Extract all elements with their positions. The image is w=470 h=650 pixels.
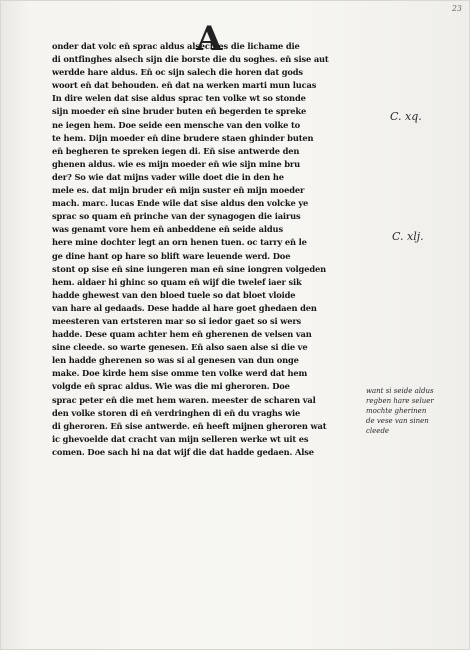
text-line: en̄ begheren te spreken iegen di. En̄ sise antwerde den — [52, 145, 300, 156]
text-line: volgde en̄ sprac aldus. Wie was die mi gheroren. Doe — [52, 381, 290, 392]
text-line: was genamt vore hem en̄ anbeddene en̄ seide aldus — [52, 224, 283, 235]
text-line: sprac peter en̄ die met hem waren. meester de scharen val — [52, 394, 316, 405]
text-line: len hadde gherenen so was si al genesen van dun onge — [52, 355, 299, 366]
text-line: di ontfinghes alsech sijn die borste die du soghes. en̄ sise aut — [52, 54, 329, 65]
marginal-note-line: mochte gherinen — [366, 407, 427, 415]
text-line: hadde ghewest van den bloed tuele so dat bloet vloide — [52, 289, 296, 300]
margin-reference-1: C. xq. — [390, 110, 422, 123]
text-line: hem. aldaer hi ghinc so quam en̄ wijf die twelef iaer sik — [52, 276, 302, 287]
text-line: mele es. dat mijn bruder en̄ mijn suster en̄ mijn moeder — [52, 185, 305, 196]
text-line: comen. Doe sach hi na dat wijf die dat hadde gedaen. Alse — [52, 446, 314, 457]
text-line: mach. marc. lucas Ende wile dat sise aldus den volcke ye — [52, 198, 309, 209]
text-line: woort en̄ dat behouden. en̄ dat na werken marti mun lucas — [52, 80, 317, 91]
folio-number: 23 — [451, 4, 462, 13]
text-line: make. Doe kirde hem sise omme ten volke werd dat hem — [52, 368, 308, 379]
text-line: onder dat volc en̄ sprac aldus alsech es die lichame die — [52, 41, 300, 51]
main-text-column — [52, 40, 362, 459]
text-line: di gheroren. En̄ sise antwerde. en̄ heeft mijnen gheroren wat — [52, 420, 327, 431]
text-line: te hem. Dijn moeder en̄ dine brudere staen ghinder buten — [52, 132, 314, 143]
text-line: hadde. Dese quam achter hem en̄ gherenen de velsen van — [52, 329, 312, 340]
text-line: meesteren van ertsteren mar so si iedor gaet so si wers — [52, 315, 302, 326]
text-line: here mine dochter legt an orn henen tuen. oc tarry en̄ le — [52, 237, 307, 248]
text-line: den volke storen di en̄ verdringhen di en̄ du vraghs wie — [52, 407, 301, 418]
marginal-note-line: de vese van sinen — [366, 417, 429, 425]
decorated-initial: A — [196, 19, 223, 59]
text-line: stont op sise en̄ sine iungeren man en̄ sine iongren volgeden — [52, 263, 327, 274]
text-line: ge dine hant op hare so blift ware leuende werd. Doe — [52, 250, 291, 261]
margin-reference-2: C. xlj. — [392, 230, 424, 243]
text-line: sijn moeder en̄ sine bruder buten en̄ begerden te spreke — [52, 106, 307, 117]
text-line: werdde hare aldus. En̄ oc sijn salech die horen dat gods — [52, 67, 303, 78]
marginal-note — [366, 386, 466, 436]
text-line: der? So wie dat mijns vader wille doet die in den he — [52, 171, 284, 182]
text-line: van hare al gedaads. Dese hadde al hare goet ghedaen den — [52, 302, 317, 313]
marginal-note-line: want si seide aldus — [366, 387, 434, 395]
text-line: sine cleede. so warte genesen. En̄ also saen alse si die ve — [52, 342, 308, 353]
text-line: ne iegen hem. Doe seide een mensche van den volke to — [52, 119, 301, 130]
marginal-note-line: cleede — [366, 427, 390, 435]
marginal-note-line: regben hare seluer — [366, 397, 434, 405]
text-line: sprac so quam en̄ prinche van der synagogen die iairus — [52, 211, 301, 222]
text-line: ic ghevoelde dat cracht van mijn selleren werke wt uit es — [52, 433, 309, 444]
text-line: ghenen aldus. wie es mijn moeder en̄ wie sijn mine bru — [52, 158, 301, 169]
text-line: In dire welen dat sise aldus sprac ten volke wt so stonde — [52, 93, 306, 104]
